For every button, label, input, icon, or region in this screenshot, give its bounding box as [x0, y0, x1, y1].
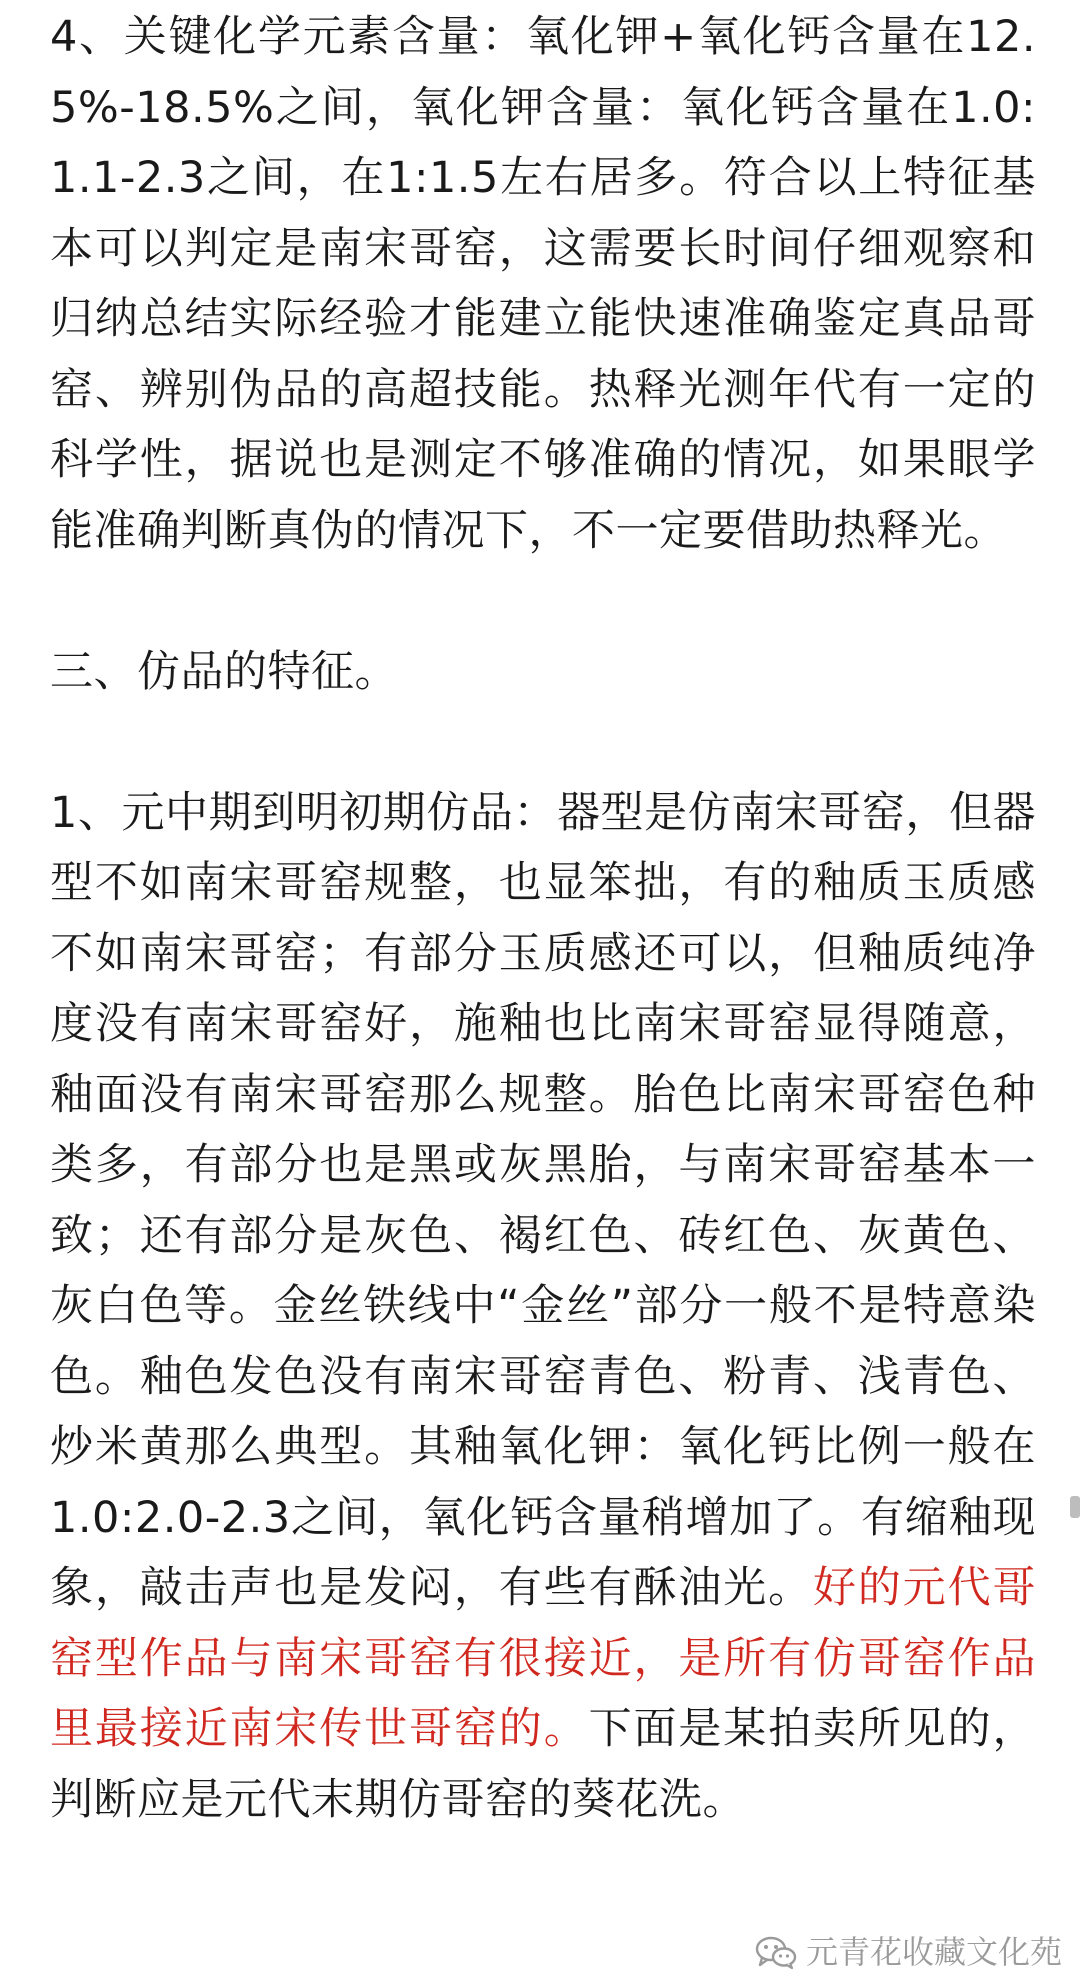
scrollbar-thumb[interactable] [1070, 1496, 1080, 1518]
paragraph-chemical-content: 4、关键化学元素含量：氧化钾+氧化钙含量在12.5%-18.5%之间，氧化钾含量：氧化钙含量在1.0:1.1-2.3之间，在1:1.5左右居多。符合以上特征基本可以判定是南宋哥窑，这需要长时间仔细观察和归纳总结实际经验才能建立能快速准确鉴定真品哥窑、辨别伪品的高超技能。热释光测年代有一定的科学性，据说也是测定不够准确的情况，如果眼学能准确判断真伪的情况下，不一定要借助热释光。 [50, 12, 1036, 556]
wechat-icon [754, 1934, 798, 1970]
watermark-account-name: 元青花收藏文化苑 [805, 1933, 1062, 1971]
paragraph-spacer [50, 707, 1036, 778]
article-body [50, 2, 1036, 1835]
section-heading-imitation-features: 三、仿品的特征。 [50, 646, 398, 697]
paragraph-spacer [50, 566, 1036, 637]
watermark [754, 1932, 1062, 1972]
highlighted-text: 好的元代哥窑型作品与南宋哥窑有很接近，是所有仿哥窑作品里最接近南宋传世哥窑的。 [50, 1563, 1037, 1754]
paragraph-text-tail: 下面是某拍卖所见的，判断应是元代末期仿哥窑的葵花洗。 [50, 1704, 1037, 1825]
paragraph-text: 1、元中期到明初期仿品：器型是仿南宋哥窑，但器型不如南宋哥窑规整，也显笨拙，有的釉质玉质感不如南宋哥窑；有部分玉质感还可以，但釉质纯净度没有南宋哥窑好，施釉也比南宋哥窑显得随意，釉面没有南宋哥窑那么规整。胎色比南宋哥窑色种类多，有部分也是黑或灰黑胎，与南宋哥窑基本一致；还有部分是灰色、褐红色、砖红色、灰黄色、灰白色等。金丝铁线中“金丝”部分一般不是特意染色。釉色发色没有南宋哥窑青色、粉青、浅青色、炒米黄那么典型。其釉氧化钾：氧化钙比例一般在1.0:2.0-2.3之间，氧化钙含量稍增加了。有缩釉现象，敲击声也是发闷，有些有酥油光。 [50, 787, 1036, 1613]
paragraph-yuan-ming-imitations [50, 778, 1036, 1836]
